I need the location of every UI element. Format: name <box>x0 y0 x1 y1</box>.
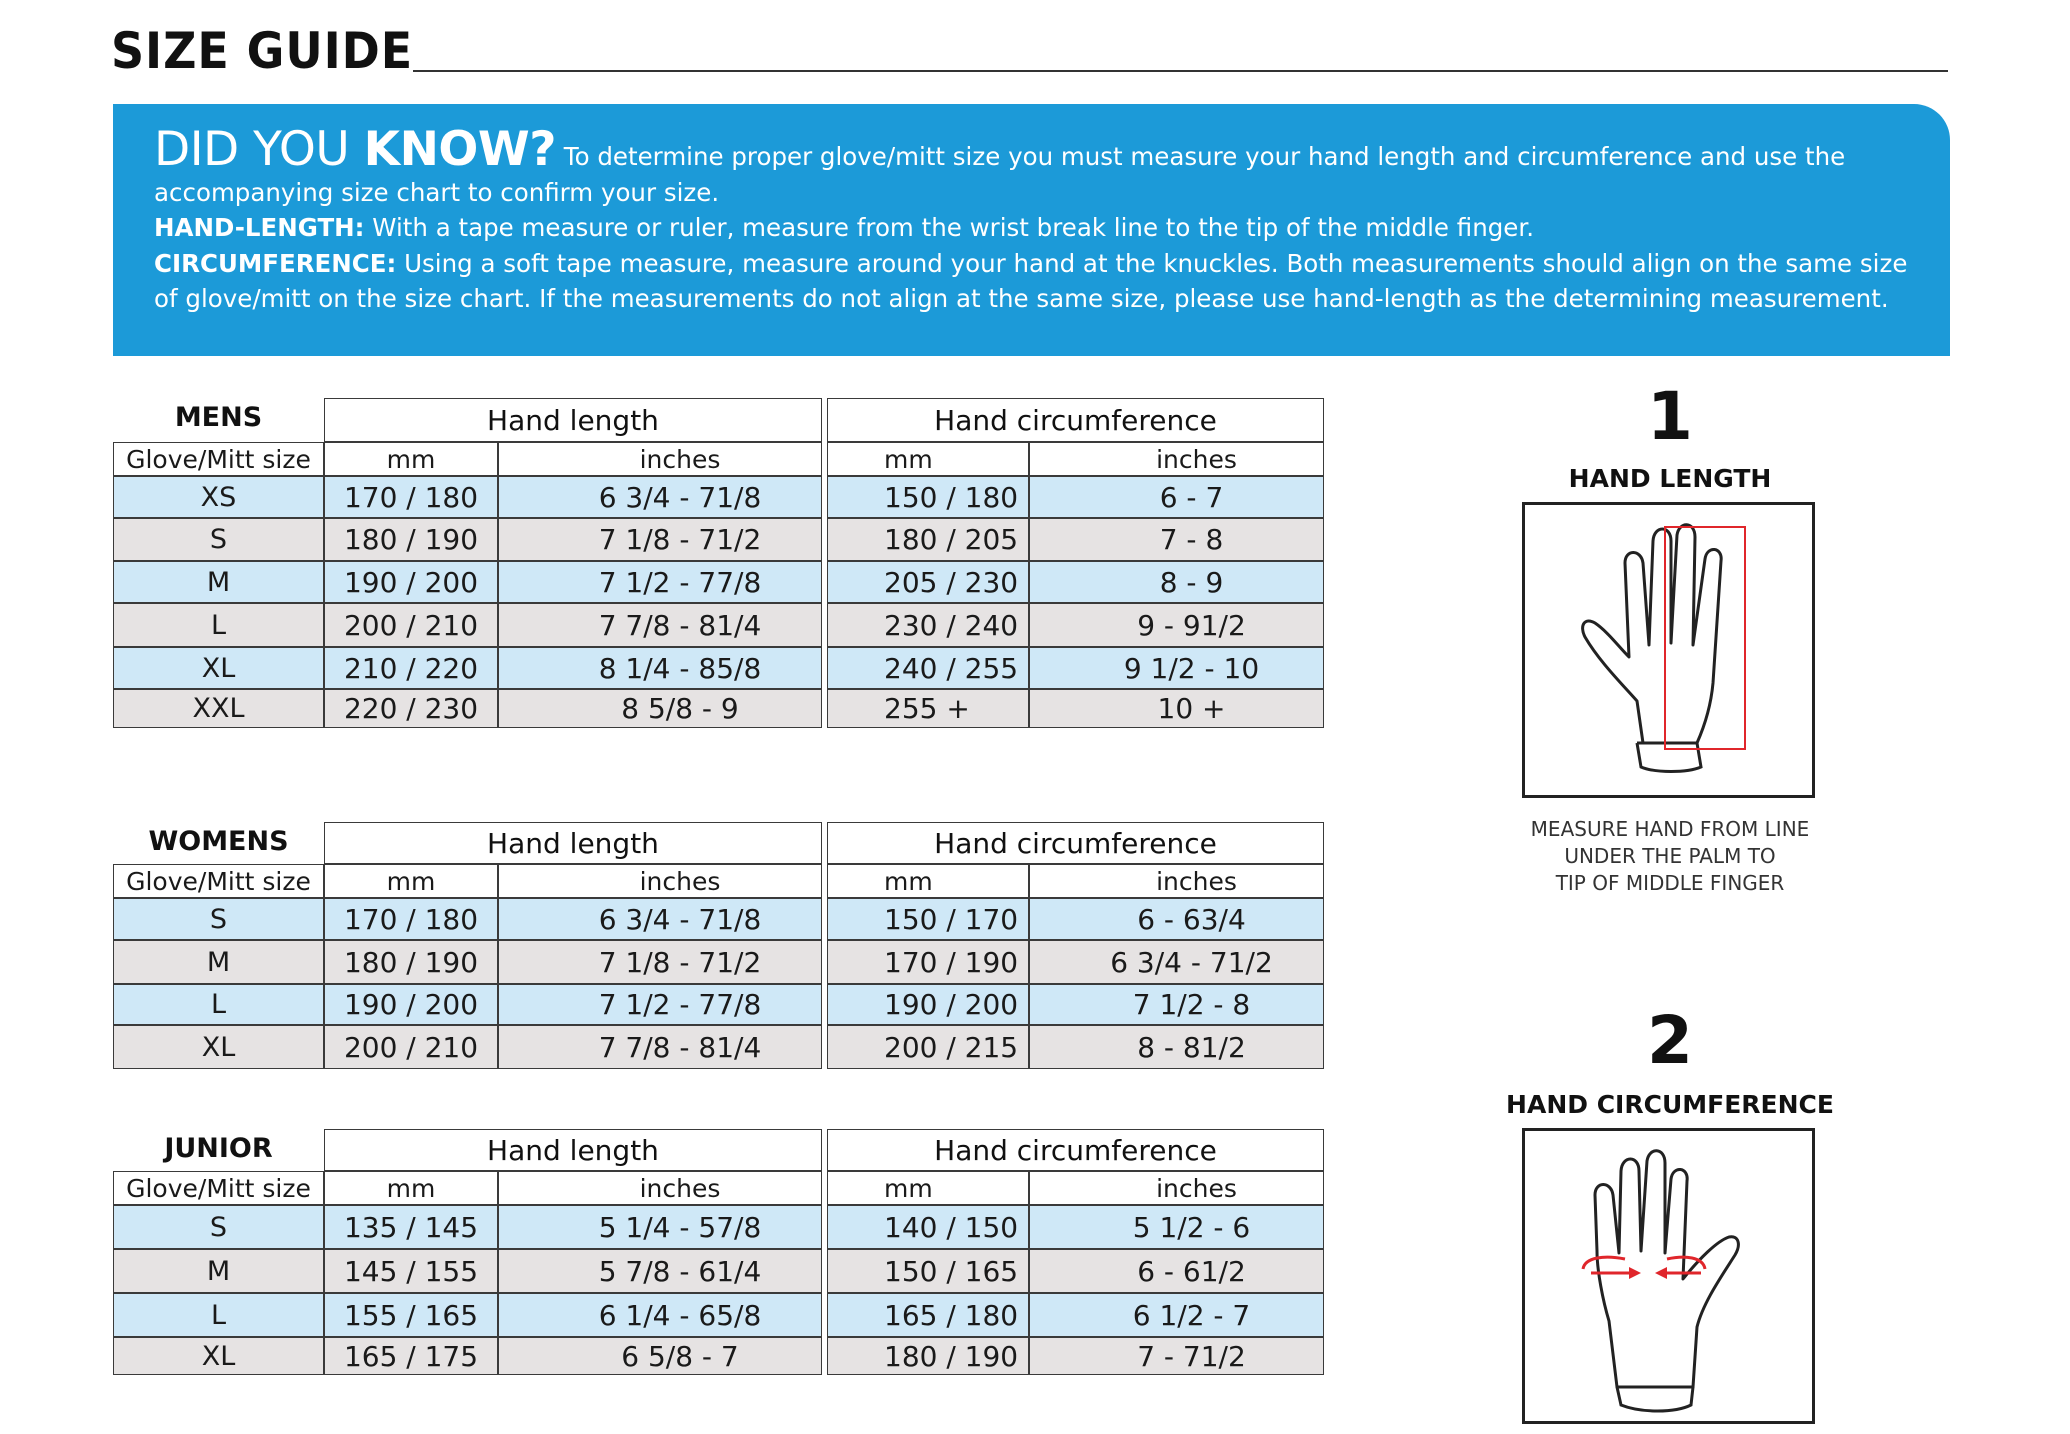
table-row <box>113 603 1323 647</box>
circumference-inches-cell: 7 1/2 - 8 <box>1029 984 1324 1025</box>
circumference-mm-cell: 200 / 215 <box>827 1025 1029 1069</box>
circumference-mm-cell: 180 / 190 <box>827 1337 1029 1375</box>
table-row <box>113 1249 1323 1293</box>
length-mm-header: mm <box>324 864 498 898</box>
step-1-number: 1 <box>1647 378 1693 455</box>
circumference-mm-cell: 190 / 200 <box>827 984 1029 1025</box>
page-title: SIZE GUIDE <box>111 22 414 80</box>
glove-size-header: Glove/Mitt size <box>113 442 324 476</box>
length-mm-cell: 220 / 230 <box>324 689 498 728</box>
circumference-inches-cell: 6 - 61/2 <box>1029 1249 1324 1293</box>
circumference-inches-cell: 6 3/4 - 71/2 <box>1029 940 1324 984</box>
column-header-row <box>113 864 1323 898</box>
hand-length-header: Hand length <box>324 822 822 864</box>
size-cell: S <box>113 1205 324 1249</box>
length-inches-cell: 8 5/8 - 9 <box>498 689 822 728</box>
circumference-inches-cell: 6 - 7 <box>1029 476 1324 518</box>
length-mm-cell: 210 / 220 <box>324 647 498 689</box>
caption-line: TIP OF MIDDLE FINGER <box>1555 871 1785 895</box>
column-header-row <box>113 1171 1323 1205</box>
length-mm-cell: 145 / 155 <box>324 1249 498 1293</box>
hand-circumference-header: Hand circumference <box>827 822 1324 864</box>
step-2-label: HAND CIRCUMFERENCE <box>1506 1090 1834 1119</box>
circumference-text: Using a soft tape measure, measure around your hand at the knuckles. Both measurements should align on the same size of glove/mitt on the size chart. If the measurements do not align at the same size, please use hand-length as the determining measurement. <box>154 248 1908 313</box>
circumference-inches-cell: 5 1/2 - 6 <box>1029 1205 1324 1249</box>
size-cell: XL <box>113 647 324 689</box>
hand-circumference-header: Hand circumference <box>827 1129 1324 1171</box>
length-inches-cell: 6 3/4 - 71/8 <box>498 898 822 940</box>
length-mm-cell: 170 / 180 <box>324 476 498 518</box>
table-row <box>113 1205 1323 1249</box>
circumference-mm-cell: 150 / 170 <box>827 898 1029 940</box>
length-mm-cell: 200 / 210 <box>324 1025 498 1069</box>
table-row <box>113 561 1323 603</box>
circumference-heading: CIRCUMFERENCE: <box>154 248 397 278</box>
size-cell: M <box>113 1249 324 1293</box>
length-inches-cell: 5 1/4 - 57/8 <box>498 1205 822 1249</box>
table-row <box>113 647 1323 689</box>
circumference-inches-cell: 9 - 91/2 <box>1029 603 1324 647</box>
size-cell: L <box>113 603 324 647</box>
hand-length-text: With a tape measure or ruler, measure from the wrist break line to the tip of the middle finger. <box>364 213 1534 242</box>
title-divider <box>413 70 1948 72</box>
length-mm-cell: 165 / 175 <box>324 1337 498 1375</box>
length-inches-cell: 7 1/2 - 77/8 <box>498 984 822 1025</box>
length-inches-header: inches <box>498 442 822 476</box>
circumference-inches-cell: 6 1/2 - 7 <box>1029 1293 1324 1337</box>
size-cell: XL <box>113 1337 324 1375</box>
table-row <box>113 518 1323 561</box>
table-row <box>113 1025 1323 1069</box>
womens-label: WOMENS <box>148 826 289 857</box>
length-inches-header: inches <box>498 864 822 898</box>
hand-length-header: Hand length <box>324 1129 822 1171</box>
caption-line: MEASURE HAND FROM LINE <box>1530 817 1810 841</box>
glove-size-header: Glove/Mitt size <box>113 1171 324 1205</box>
circumference-inches-cell: 7 - 71/2 <box>1029 1337 1324 1375</box>
circumference-mm-header: mm <box>827 442 1029 476</box>
circumference-mm-cell: 150 / 165 <box>827 1249 1029 1293</box>
circumference-mm-cell: 205 / 230 <box>827 561 1029 603</box>
length-inches-cell: 7 7/8 - 81/4 <box>498 603 822 647</box>
length-inches-header: inches <box>498 1171 822 1205</box>
length-inches-cell: 5 7/8 - 61/4 <box>498 1249 822 1293</box>
circumference-mm-header: mm <box>827 864 1029 898</box>
size-cell: XL <box>113 1025 324 1069</box>
length-mm-cell: 200 / 210 <box>324 603 498 647</box>
circumference-inches-header: inches <box>1029 1171 1324 1205</box>
length-inches-cell: 7 7/8 - 81/4 <box>498 1025 822 1069</box>
length-inches-cell: 6 3/4 - 71/8 <box>498 476 822 518</box>
length-mm-cell: 180 / 190 <box>324 940 498 984</box>
size-cell: S <box>113 898 324 940</box>
circumference-inches-header: inches <box>1029 864 1324 898</box>
banner-lead-bold: KNOW? <box>363 122 556 177</box>
length-mm-cell: 155 / 165 <box>324 1293 498 1337</box>
hand-circumference-header: Hand circumference <box>827 398 1324 442</box>
circumference-mm-cell: 150 / 180 <box>827 476 1029 518</box>
banner-hand-length <box>154 210 1910 246</box>
circumference-inches-cell: 8 - 9 <box>1029 561 1324 603</box>
circumference-inches-cell: 6 - 63/4 <box>1029 898 1324 940</box>
length-mm-header: mm <box>324 442 498 476</box>
hand-circumference-figure <box>1522 1128 1815 1424</box>
length-mm-cell: 190 / 200 <box>324 984 498 1025</box>
hand-length-header: Hand length <box>324 398 822 442</box>
size-cell: XXL <box>113 689 324 728</box>
circumference-mm-cell: 255 + <box>827 689 1029 728</box>
length-mm-cell: 180 / 190 <box>324 518 498 561</box>
mens-label: MENS <box>174 402 263 433</box>
banner-intro <box>154 122 1910 210</box>
circumference-mm-cell: 180 / 205 <box>827 518 1029 561</box>
table-row <box>113 689 1323 728</box>
glove-size-header: Glove/Mitt size <box>113 864 324 898</box>
hand-circumference-icon <box>1525 1131 1812 1421</box>
length-inches-cell: 6 1/4 - 65/8 <box>498 1293 822 1337</box>
circumference-inches-cell: 10 + <box>1029 689 1324 728</box>
hand-length-icon <box>1525 505 1812 795</box>
circumference-inches-cell: 7 - 8 <box>1029 518 1324 561</box>
step-1-caption <box>1500 816 1840 897</box>
did-you-know-banner <box>113 104 1950 356</box>
junior-label: JUNIOR <box>164 1133 273 1164</box>
banner-lead-light: DID YOU <box>154 122 364 177</box>
circumference-mm-cell: 230 / 240 <box>827 603 1029 647</box>
length-mm-cell: 135 / 145 <box>324 1205 498 1249</box>
size-cell: XS <box>113 476 324 518</box>
table-row <box>113 940 1323 984</box>
length-inches-cell: 7 1/2 - 77/8 <box>498 561 822 603</box>
size-cell: L <box>113 984 324 1025</box>
length-inches-cell: 6 5/8 - 7 <box>498 1337 822 1375</box>
table-row <box>113 1293 1323 1337</box>
length-inches-cell: 7 1/8 - 71/2 <box>498 518 822 561</box>
circumference-mm-cell: 170 / 190 <box>827 940 1029 984</box>
circumference-inches-header: inches <box>1029 442 1324 476</box>
step-2-number: 2 <box>1647 1002 1693 1079</box>
length-inches-cell: 8 1/4 - 85/8 <box>498 647 822 689</box>
table-row <box>113 1337 1323 1375</box>
table-row <box>113 984 1323 1025</box>
circumference-mm-cell: 165 / 180 <box>827 1293 1029 1337</box>
banner-circumference <box>154 246 1910 317</box>
length-inches-cell: 7 1/8 - 71/2 <box>498 940 822 984</box>
size-cell: L <box>113 1293 324 1337</box>
circumference-inches-cell: 8 - 81/2 <box>1029 1025 1324 1069</box>
size-cell: M <box>113 940 324 984</box>
size-cell: M <box>113 561 324 603</box>
circumference-mm-cell: 140 / 150 <box>827 1205 1029 1249</box>
circumference-mm-header: mm <box>827 1171 1029 1205</box>
step-1-label: HAND LENGTH <box>1568 464 1772 493</box>
table-row <box>113 898 1323 940</box>
size-cell: S <box>113 518 324 561</box>
length-mm-header: mm <box>324 1171 498 1205</box>
circumference-mm-cell: 240 / 255 <box>827 647 1029 689</box>
length-mm-cell: 170 / 180 <box>324 898 498 940</box>
hand-length-heading: HAND-LENGTH: <box>154 213 365 242</box>
column-header-row <box>113 442 1323 476</box>
length-mm-cell: 190 / 200 <box>324 561 498 603</box>
caption-line: UNDER THE PALM TO <box>1564 844 1776 868</box>
banner-intro-text: To determine proper glove/mitt size you must measure your hand length and circumference and use the accompanying size chart to confirm your size. <box>154 142 1846 207</box>
circumference-inches-cell: 9 1/2 - 10 <box>1029 647 1324 689</box>
table-row <box>113 476 1323 518</box>
hand-length-figure <box>1522 502 1815 798</box>
